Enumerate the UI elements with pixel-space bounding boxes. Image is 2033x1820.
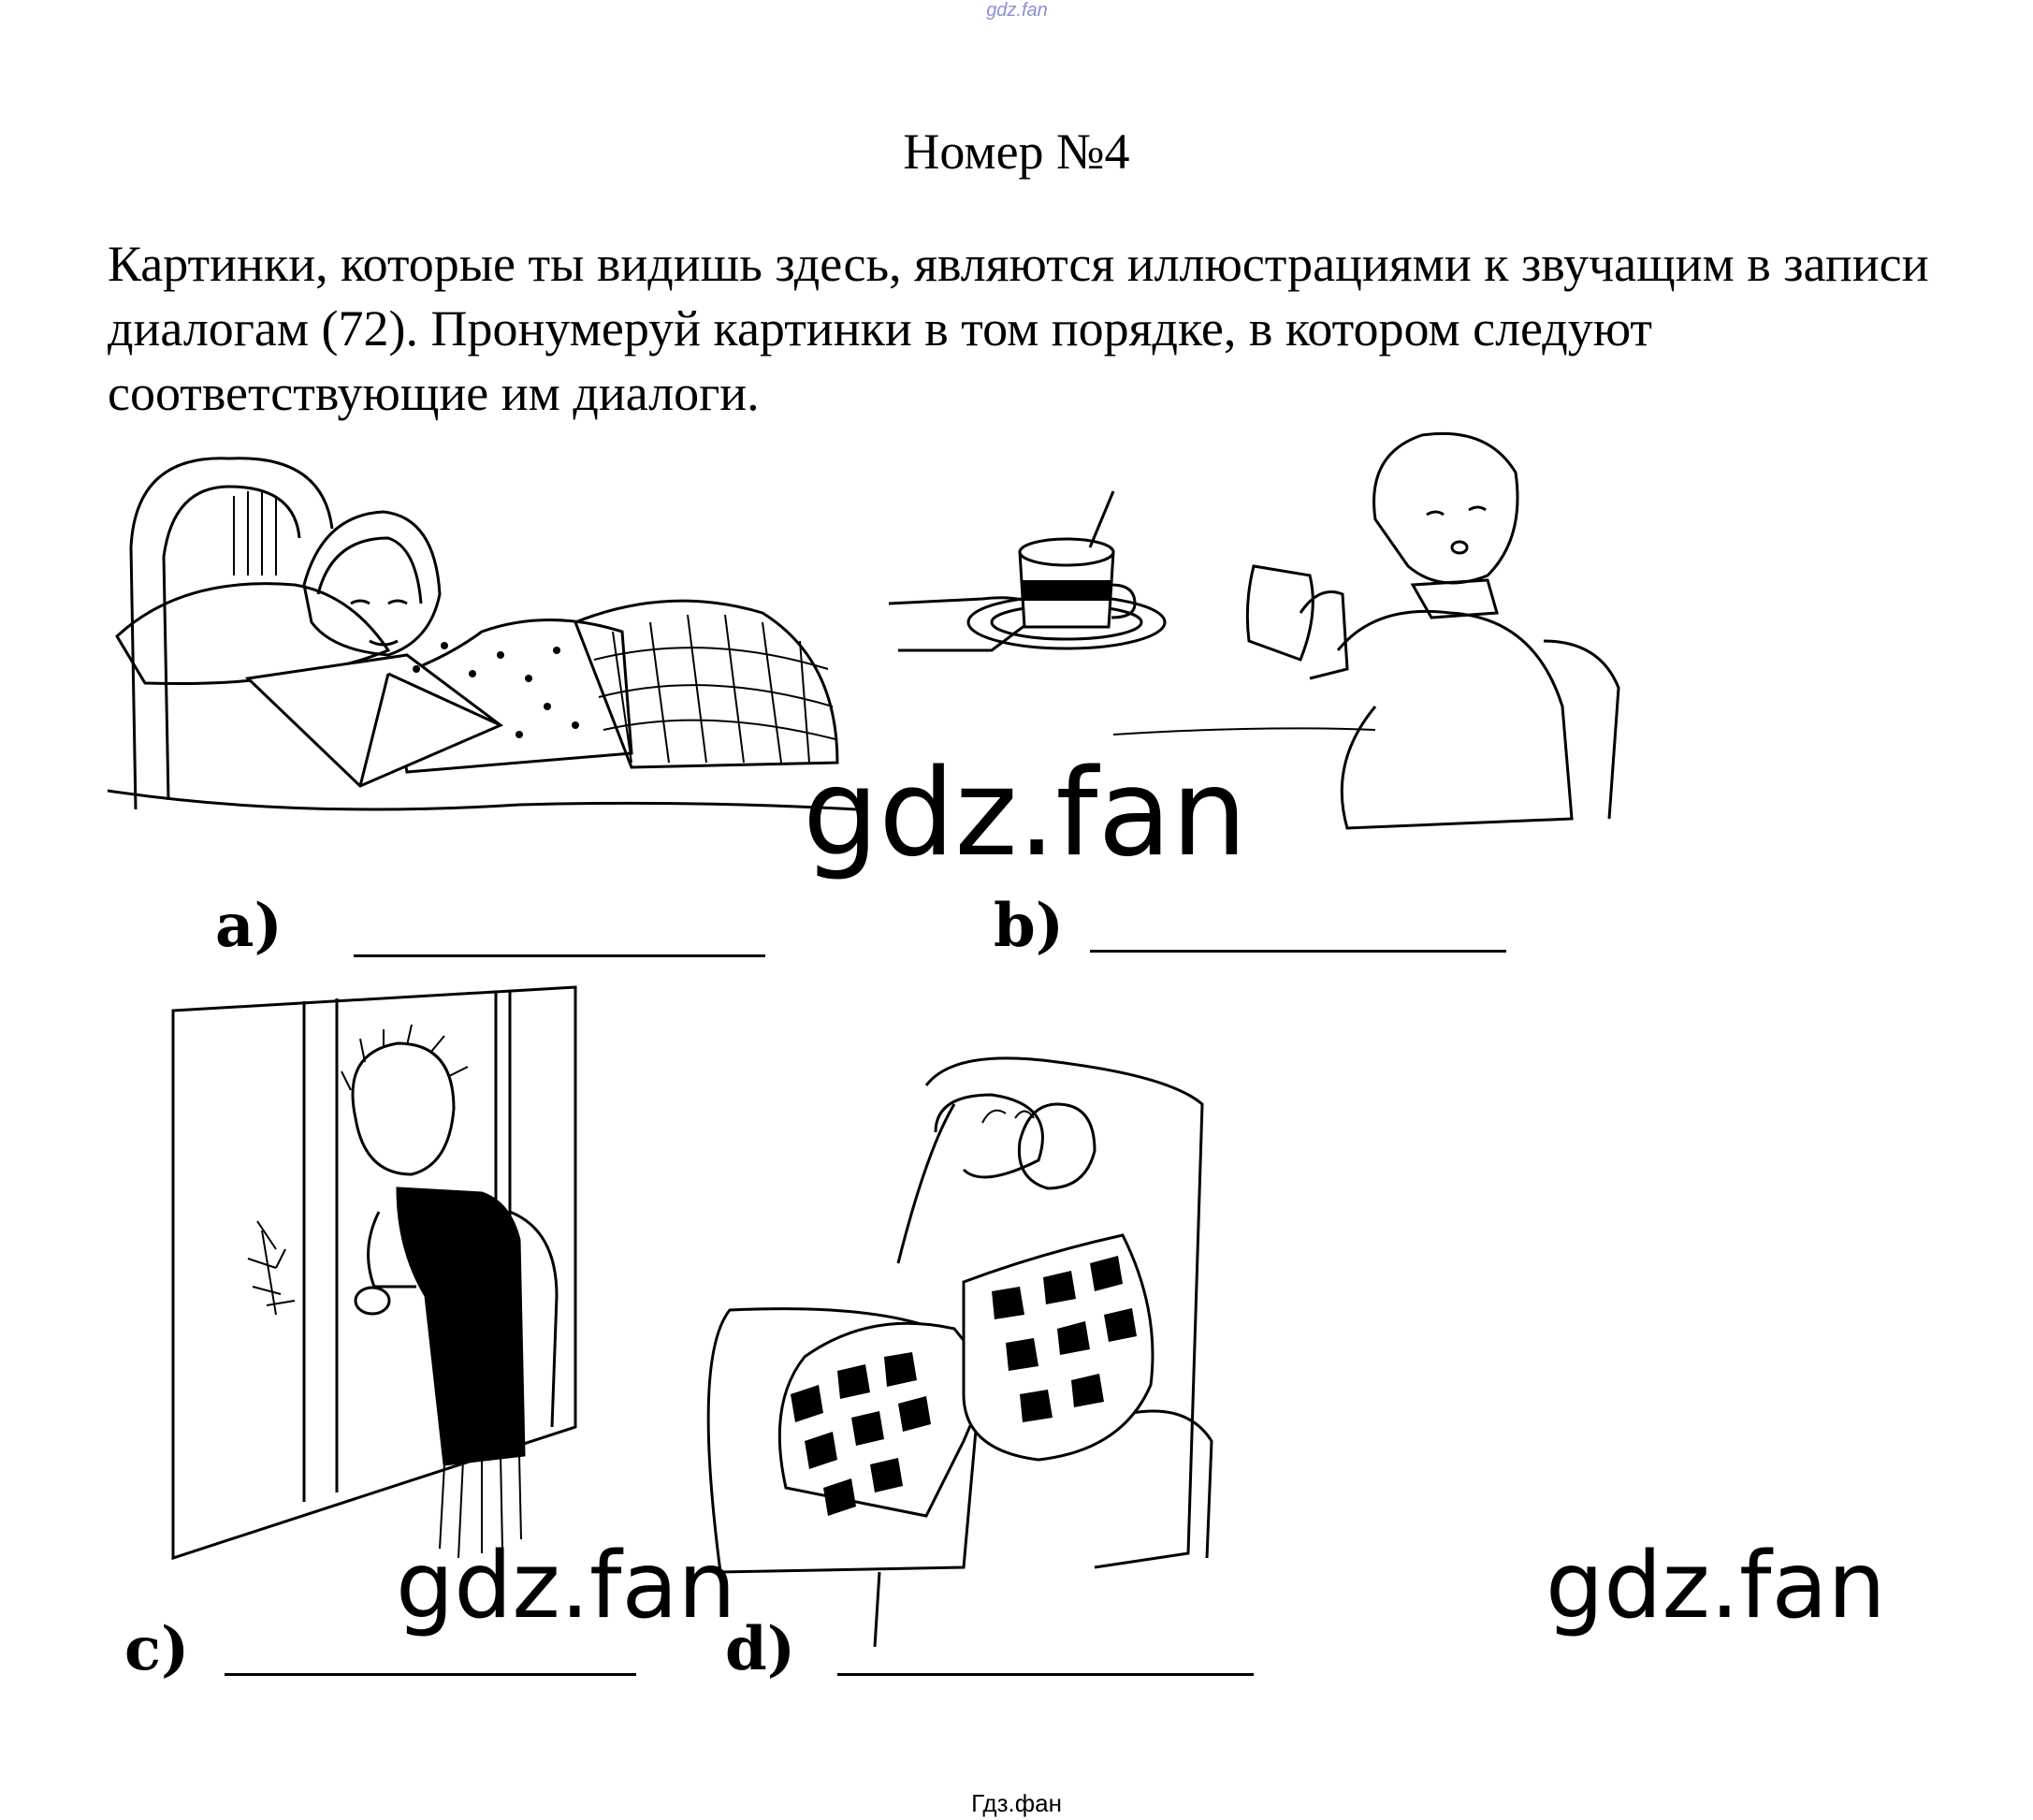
label-picture-d: d)	[725, 1614, 796, 1684]
label-picture-b: b)	[994, 891, 1065, 961]
label-picture-a: a)	[215, 891, 283, 961]
illustration-girl-reading-in-bed	[108, 444, 856, 828]
watermark: gdz.fan	[396, 1533, 736, 1639]
illustration-sick-boy-in-armchair	[683, 1048, 1244, 1572]
task-instructions: Картинки, которые ты видишь здесь, являются иллюстрациями к звучащим в записи диалогам (72). Пронумеруй картинки в том порядке, в котором следуют соответствующие им диалоги.	[108, 236, 1929, 421]
answer-line-b[interactable]	[1090, 950, 1506, 953]
footer-watermark: Гдз.фан	[971, 1789, 1062, 1817]
illustration-boy-at-window	[173, 987, 585, 1567]
answer-line-d[interactable]	[837, 1673, 1254, 1676]
page-title: Номер №4	[903, 124, 1130, 180]
answer-line-c[interactable]	[225, 1673, 636, 1676]
label-picture-c: c)	[124, 1614, 190, 1684]
answer-line-a[interactable]	[354, 954, 765, 957]
header-watermark: gdz.fan	[986, 0, 1048, 21]
watermark: gdz.fan	[803, 744, 1247, 883]
watermark: gdz.fan	[1546, 1533, 1886, 1639]
